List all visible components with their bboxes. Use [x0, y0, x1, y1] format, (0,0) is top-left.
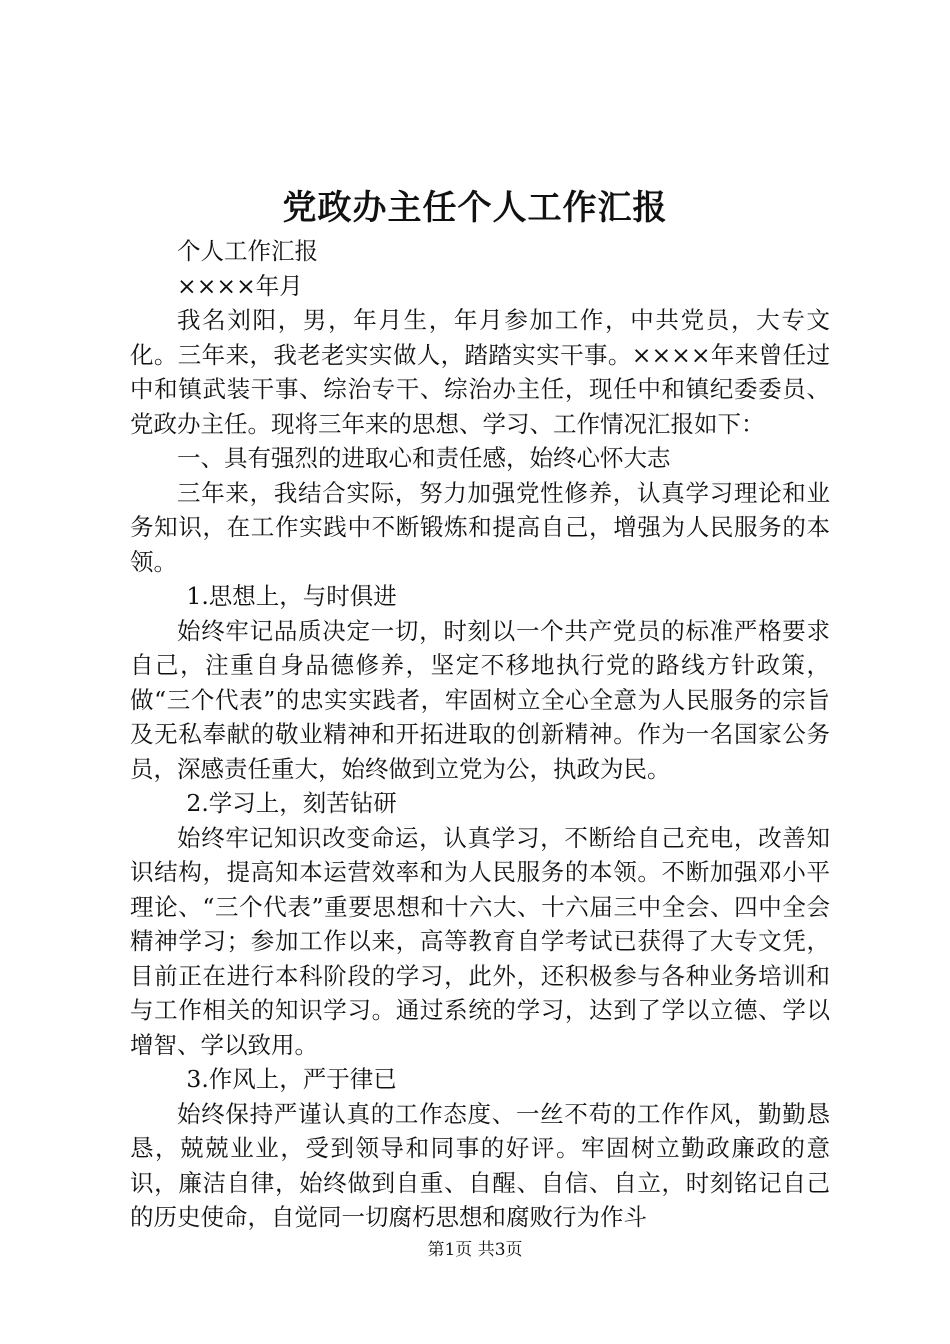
subheading-study: 2.学习上，刻苦钻研 [186, 789, 397, 817]
section-heading-1: 一、具有强烈的进取心和责任感，始终心怀大志 [177, 444, 671, 472]
subheading-thought: 1.思想上，与时俱进 [186, 582, 397, 610]
thought-paragraph: 始终牢记品质决定一切，时刻以一个共产党员的标准严格要求自己，注重自身品德修养，坚定不移地执行党的路线方针政策，做“三个代表”的忠实实践者，牢固树立全心全意为人民服务的宗旨及无私奉献的敬业精神和开拓进取的创新精神。作为一名国家公务员，深感责任重大，始终做到立党为公，执政为民。 [130, 616, 830, 783]
report-date: ××××年月 [177, 271, 303, 300]
study-paragraph: 始终牢记知识改变命运，认真学习，不断给自己充电，改善知识结构，提高知本运营效率和为人民服务的本领。不断加强邓小平理论、“三个代表”重要思想和十六大、十六届三中全会、四中全会精神学习；参加工作以来，高等教育自学考试已获得了大专文凭，目前正在进行本科阶段的学习，此外，还积极参与各种业务培训和与工作相关的知识学习。通过系统的学习，达到了学以立德、学以增智、学以致用。 [130, 823, 830, 1059]
intro-paragraph: 我名刘阳，男，年月生，年月参加工作，中共党员，大专文化。三年来，我老老实实做人，踏踏实实干事。××××年来曾任过中和镇武装干事、综治专干、综治办主任，现任中和镇纪委委员、党政办主任。现将三年来的思想、学习、工作情况汇报如下： [130, 306, 830, 438]
report-subtitle: 个人工作汇报 [177, 237, 318, 265]
subheading-conduct: 3.作风上，严于律已 [186, 1065, 397, 1093]
conduct-paragraph: 始终保持严谨认真的工作态度、一丝不苟的工作作风，勤勤恳恳，兢兢业业，受到领导和同事的好评。牢固树立勤政廉政的意识，廉洁自律，始终做到自重、自醒、自信、自立，时刻铭记自己的历史使命，自觉同一切腐朽思想和腐败行为作斗 [130, 1099, 830, 1231]
page-footer: 第1页 共3页 [427, 1240, 523, 1260]
document-body [130, 234, 830, 1235]
section-1-paragraph: 三年来，我结合实际，努力加强党性修养，认真学习理论和业务知识，在工作实践中不断锻炼和提高自己，增强为人民服务的本领。 [130, 478, 830, 576]
document-title: 党政办主任个人工作汇报 [282, 188, 668, 228]
